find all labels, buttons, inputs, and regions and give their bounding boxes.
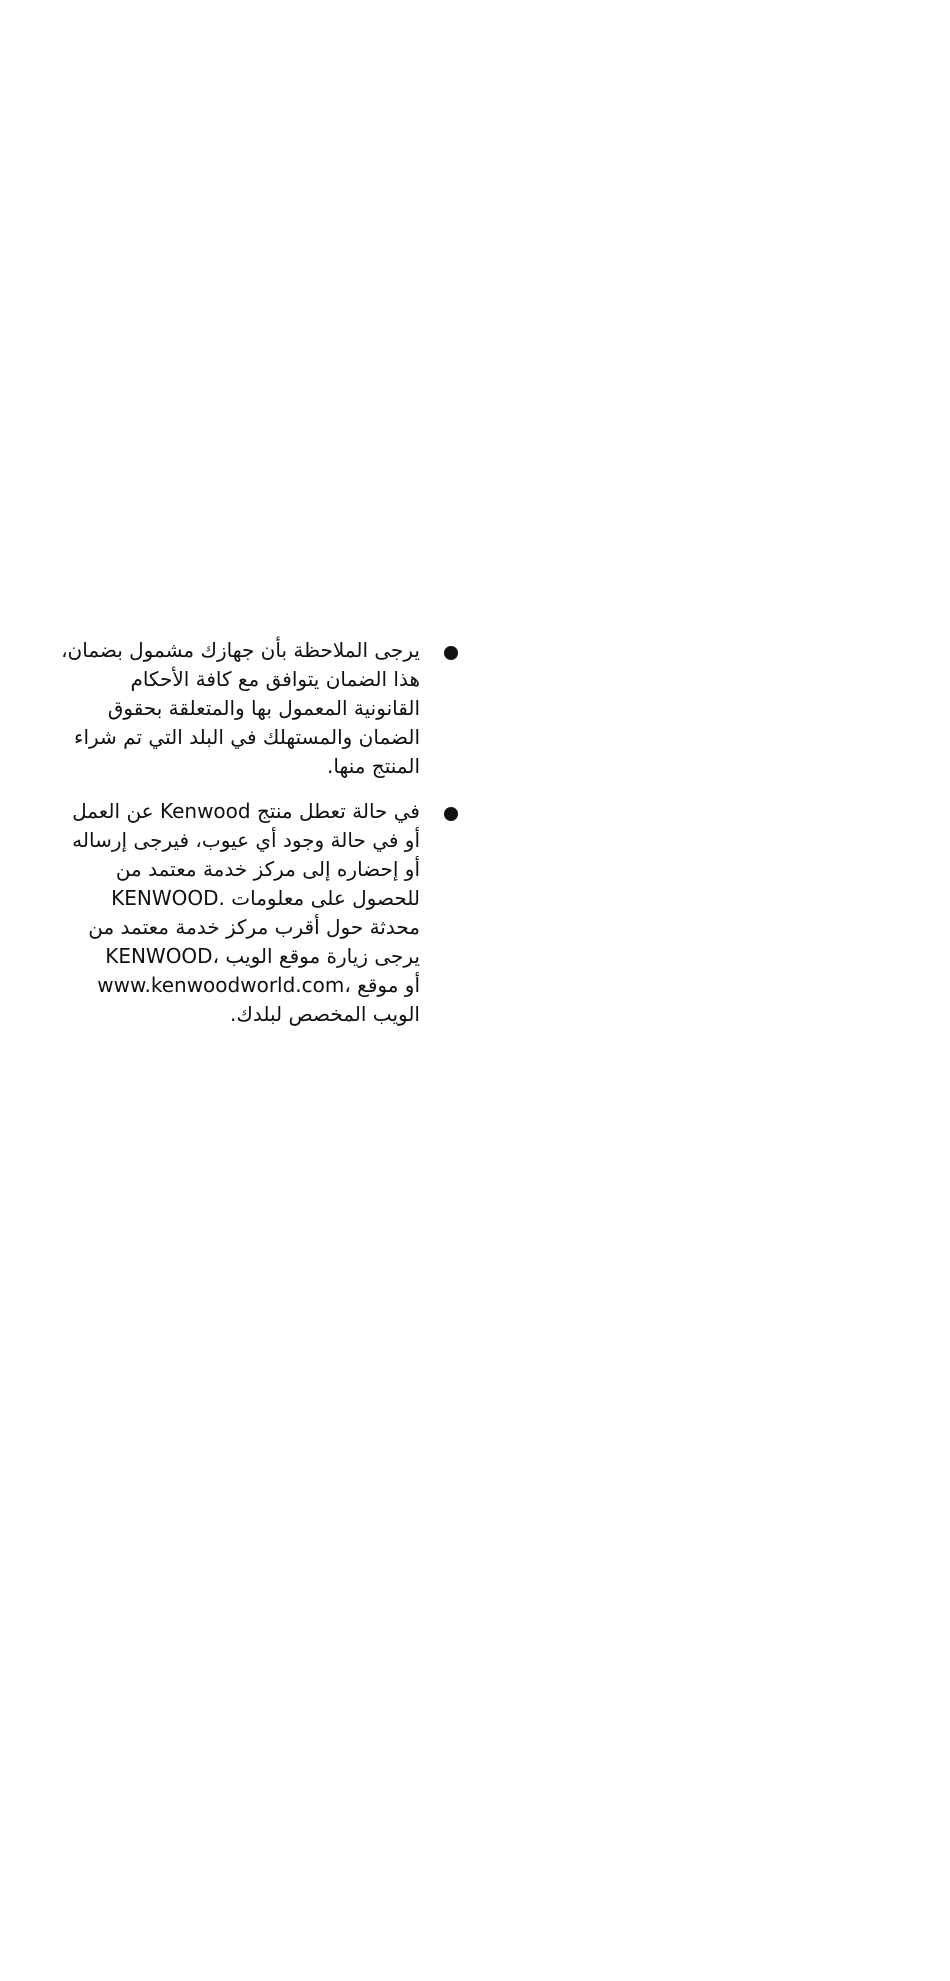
text-line: محدثة حول أقرب مركز خدمة معتمد من [88,915,420,939]
text-line: الويب المخصص لبلدك. [230,1002,420,1026]
text-line: الضمان والمستهلك في البلد التي تم شراء [74,725,420,749]
warranty-note-item [40,636,460,781]
text-line: أو في حالة وجود أي عيوب، فيرجى إرساله [72,828,420,852]
warranty-notes [40,636,460,1045]
website-line: www.kenwoodworld.com، أو موقع [97,973,420,997]
service-center-note-item [40,797,460,1029]
bullet-icon [444,807,458,821]
text-line: هذا الضمان يتوافق مع كافة الأحكام [130,667,420,691]
text-line: KENWOOD، يرجى زيارة موقع الويب [105,944,420,968]
text-line: أو إحضاره إلى مركز خدمة معتمد من [115,857,420,881]
text-line: القانونية المعمول بها والمتعلقة بحقوق [107,696,420,720]
text-line: في حالة تعطل منتج Kenwood عن العمل [72,799,420,823]
text-line: المنتج منها. [327,754,420,778]
bullet-icon [444,646,458,660]
text-line: KENWOOD. للحصول على معلومات [111,886,420,910]
text-line: يرجى الملاحظة بأن جهازك مشمول بضمان، [61,638,420,662]
